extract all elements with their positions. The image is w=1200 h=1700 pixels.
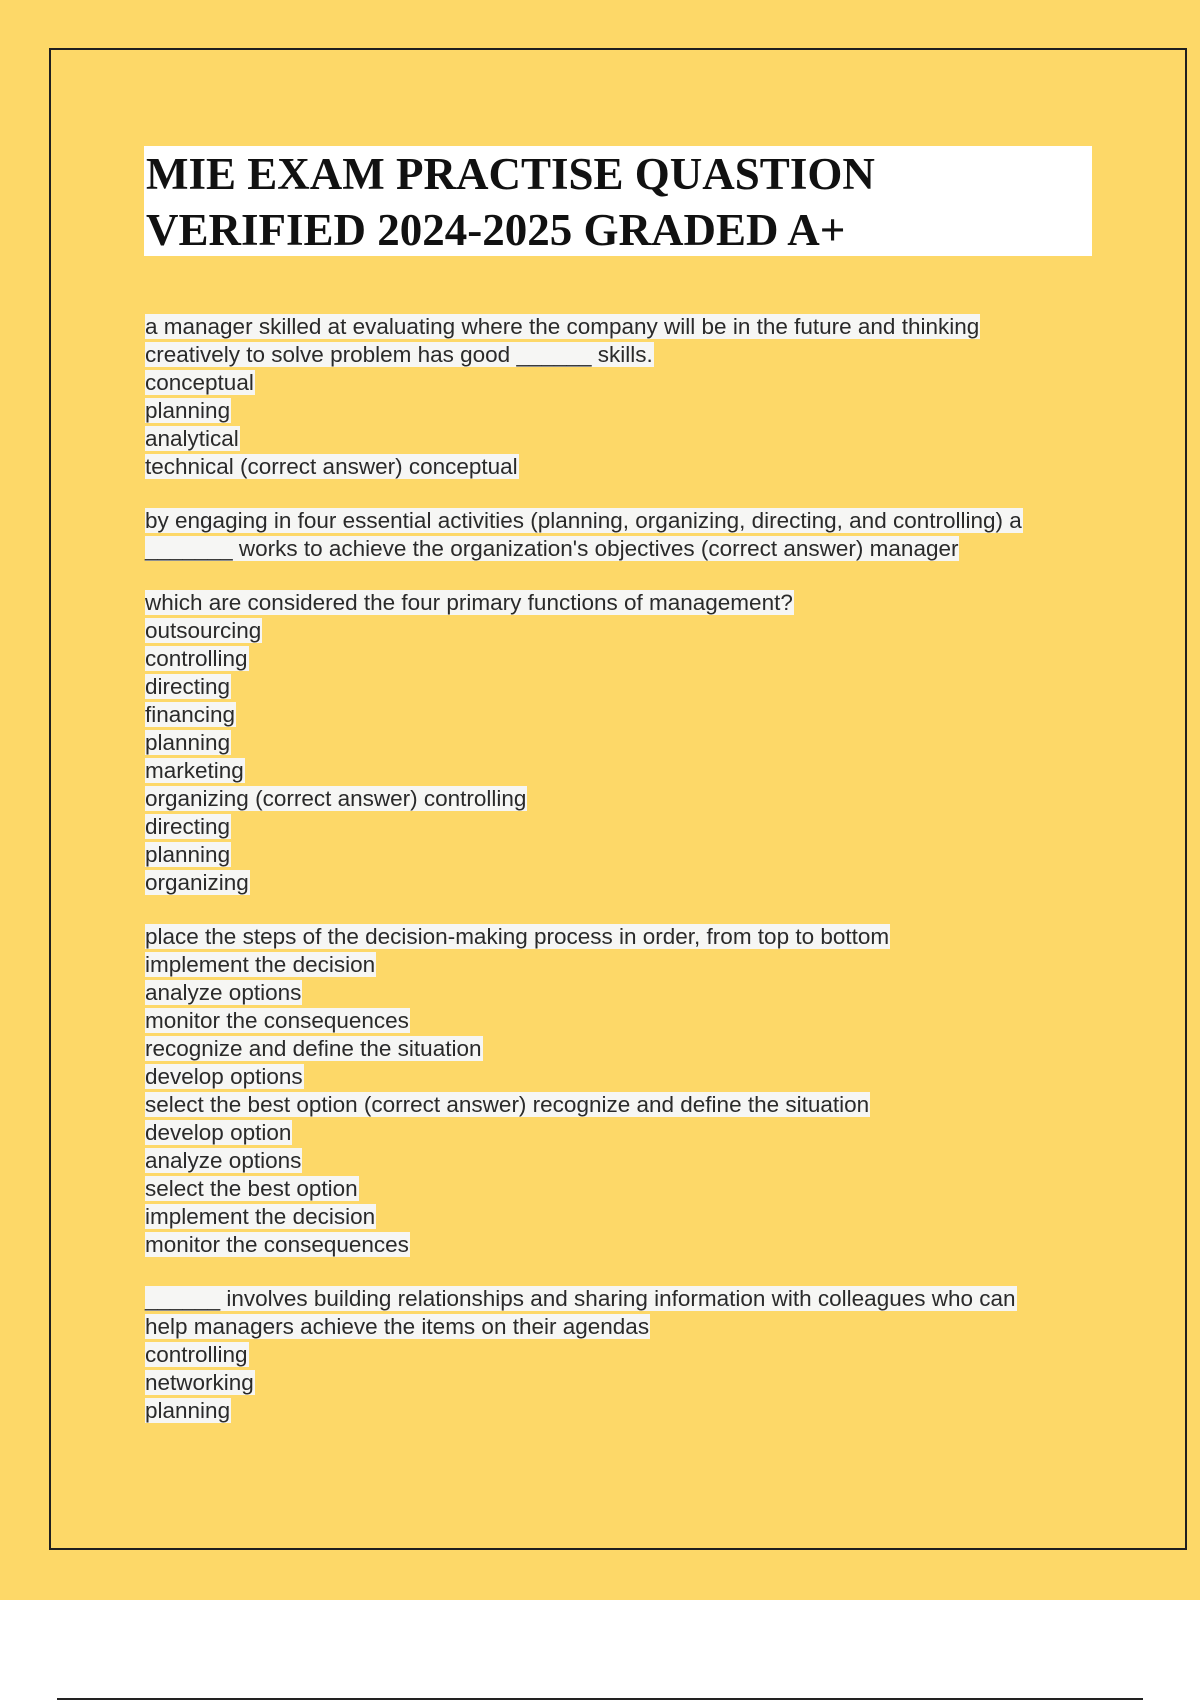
question-block bbox=[145, 507, 1105, 563]
question-line-text: a manager skilled at evaluating where the company will be in the future and thinking bbox=[145, 314, 980, 339]
title-line-1: MIE EXAM PRACTISE QUASTION bbox=[146, 149, 875, 199]
question-line bbox=[145, 673, 1105, 701]
question-line-text: directing bbox=[145, 674, 231, 699]
question-line bbox=[145, 841, 1105, 869]
question-line-text: creatively to solve problem has good ______ skills. bbox=[145, 342, 653, 367]
question-line-text: analytical bbox=[145, 426, 239, 451]
question-line bbox=[145, 589, 1105, 617]
question-line-text: outsourcing bbox=[145, 618, 262, 643]
question-line-text: controlling bbox=[145, 646, 248, 671]
question-line-text: place the steps of the decision-making process in order, from top to bottom bbox=[145, 924, 890, 949]
question-line-text: conceptual bbox=[145, 370, 254, 395]
question-line bbox=[145, 1063, 1105, 1091]
question-line-text: planning bbox=[145, 1398, 231, 1423]
question-line bbox=[145, 785, 1105, 813]
question-line bbox=[145, 1147, 1105, 1175]
question-line-text: directing bbox=[145, 814, 231, 839]
question-list bbox=[145, 313, 1105, 1451]
question-line bbox=[145, 535, 1105, 563]
question-line-text: recognize and define the situation bbox=[145, 1036, 482, 1061]
question-line bbox=[145, 1285, 1105, 1313]
question-line-text: monitor the consequences bbox=[145, 1008, 409, 1033]
question-line bbox=[145, 923, 1105, 951]
question-line bbox=[145, 369, 1105, 397]
question-line-text: ______ involves building relationships and sharing information with colleagues who can bbox=[145, 1286, 1016, 1311]
question-line-text: develop options bbox=[145, 1064, 303, 1089]
question-line bbox=[145, 1313, 1105, 1341]
question-line-text: which are considered the four primary functions of management? bbox=[145, 590, 793, 615]
question-line bbox=[145, 757, 1105, 785]
question-line-text: networking bbox=[145, 1370, 254, 1395]
question-line bbox=[145, 701, 1105, 729]
question-line bbox=[145, 1397, 1105, 1425]
question-line bbox=[145, 397, 1105, 425]
question-line bbox=[145, 1007, 1105, 1035]
question-block bbox=[145, 589, 1105, 897]
question-line-text: planning bbox=[145, 842, 231, 867]
question-line-text: planning bbox=[145, 730, 231, 755]
question-line bbox=[145, 1035, 1105, 1063]
question-line-text: organizing (correct answer) controlling bbox=[145, 786, 527, 811]
question-line bbox=[145, 729, 1105, 757]
question-line-text: controlling bbox=[145, 1342, 248, 1367]
question-line bbox=[145, 1091, 1105, 1119]
question-line-text: financing bbox=[145, 702, 236, 727]
question-line-text: select the best option bbox=[145, 1176, 358, 1201]
question-line bbox=[145, 1231, 1105, 1259]
question-line-text: planning bbox=[145, 398, 231, 423]
question-line bbox=[145, 425, 1105, 453]
question-line bbox=[145, 313, 1105, 341]
question-line bbox=[145, 341, 1105, 369]
question-line-text: select the best option (correct answer) recognize and define the situation bbox=[145, 1092, 870, 1117]
question-line bbox=[145, 507, 1105, 535]
question-line-text: by engaging in four essential activities (planning, organizing, directing, and controlling) a bbox=[145, 508, 1022, 533]
question-line-text: implement the decision bbox=[145, 952, 376, 977]
question-line bbox=[145, 1369, 1105, 1397]
question-line bbox=[145, 813, 1105, 841]
question-line bbox=[145, 1341, 1105, 1369]
question-block bbox=[145, 923, 1105, 1259]
question-line bbox=[145, 617, 1105, 645]
question-line bbox=[145, 453, 1105, 481]
question-line bbox=[145, 869, 1105, 897]
question-line bbox=[145, 979, 1105, 1007]
question-line bbox=[145, 951, 1105, 979]
question-line bbox=[145, 645, 1105, 673]
question-line-text: develop option bbox=[145, 1120, 292, 1145]
question-line-text: organizing bbox=[145, 870, 249, 895]
question-line-text: technical (correct answer) conceptual bbox=[145, 454, 518, 479]
question-line bbox=[145, 1203, 1105, 1231]
document-title bbox=[144, 146, 1092, 256]
question-line bbox=[145, 1175, 1105, 1203]
question-line-text: help managers achieve the items on their agendas bbox=[145, 1314, 650, 1339]
question-line-text: monitor the consequences bbox=[145, 1232, 409, 1257]
question-block bbox=[145, 313, 1105, 481]
question-line-text: _______ works to achieve the organization's objectives (correct answer) manager bbox=[145, 536, 959, 561]
question-line-text: marketing bbox=[145, 758, 244, 783]
question-line-text: analyze options bbox=[145, 980, 302, 1005]
question-line bbox=[145, 1119, 1105, 1147]
title-line-2: VERIFIED 2024-2025 GRADED A+ bbox=[146, 205, 846, 255]
question-line-text: analyze options bbox=[145, 1148, 302, 1173]
question-line-text: implement the decision bbox=[145, 1204, 376, 1229]
question-block bbox=[145, 1285, 1105, 1425]
